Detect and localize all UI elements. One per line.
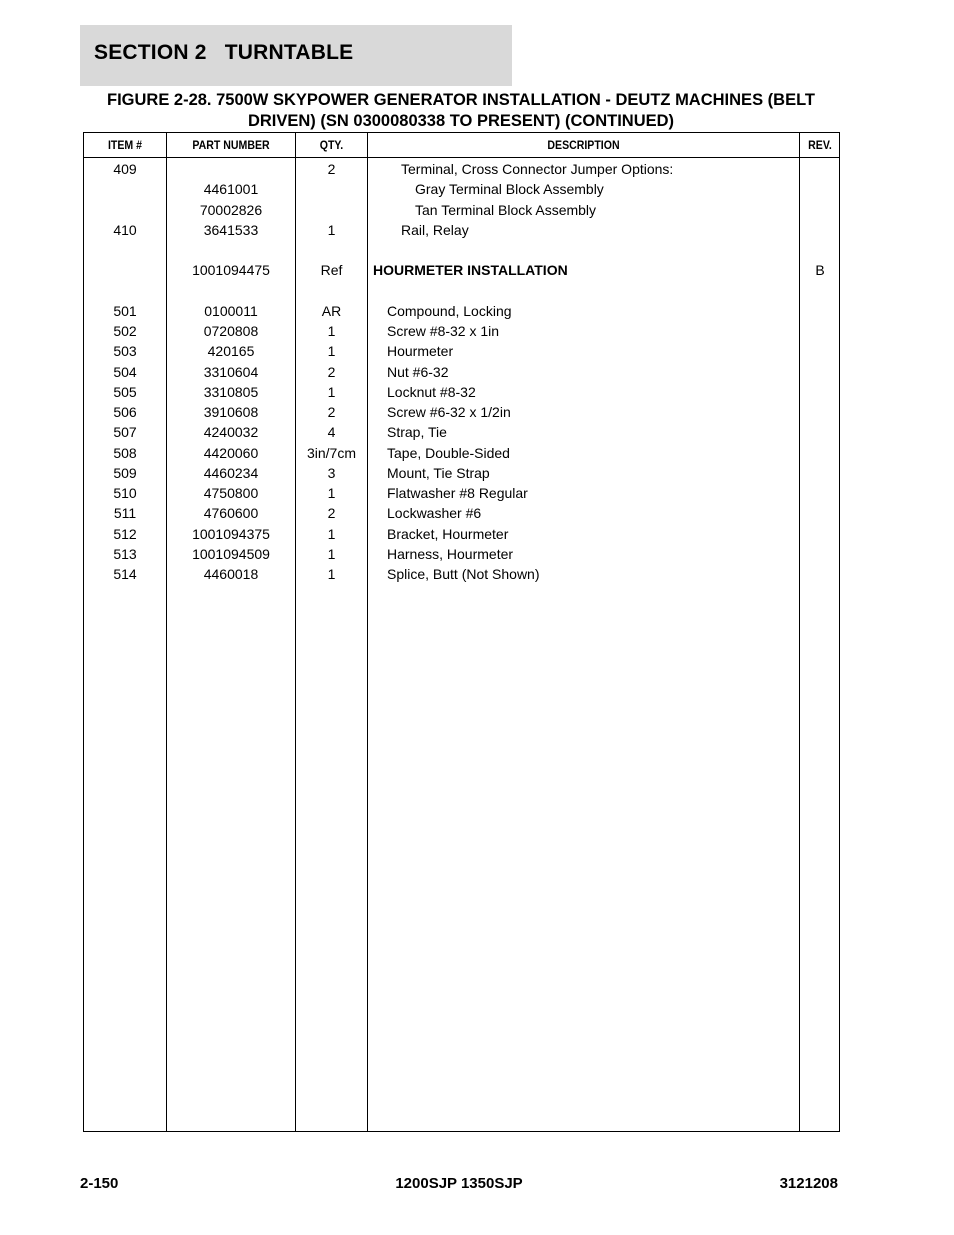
quantity-cell: 3in/7cm <box>306 444 357 461</box>
part-number-cell: 0720808 <box>203 323 259 339</box>
header-divider <box>84 157 839 158</box>
description-cell: Harness, Hourmeter <box>387 545 514 562</box>
item-number-cell: 514 <box>113 566 137 582</box>
page-number: 2-150 <box>80 1175 119 1192</box>
quantity-cell: 2 <box>327 404 336 420</box>
quantity-cell: 3 <box>327 464 336 481</box>
section-header <box>80 25 512 86</box>
table-row <box>84 362 839 382</box>
part-number-cell: 3310604 <box>203 363 259 380</box>
description-cell: Mount, Tie Strap <box>387 464 490 481</box>
table-row <box>84 321 839 341</box>
figure-title-line-2: DRIVEN) (SN 0300080338 TO PRESENT) (CONTINUED) <box>247 112 675 130</box>
description-cell: Tan Terminal Block Assembly <box>415 201 597 218</box>
table-row <box>84 200 839 220</box>
part-number-cell: 4461001 <box>203 181 259 198</box>
description-cell: Screw #8-32 x 1in <box>387 323 500 339</box>
model-number: 1200SJP 1350SJP <box>395 1175 523 1192</box>
quantity-cell: 1 <box>327 525 336 542</box>
table-row <box>84 443 839 463</box>
part-number-cell: 3910608 <box>203 404 259 420</box>
header-rev: REV. <box>808 138 832 152</box>
quantity-cell: AR <box>321 302 342 319</box>
description-cell: Hourmeter <box>387 343 454 360</box>
table-row <box>84 240 839 260</box>
item-number-cell: 508 <box>113 444 137 461</box>
table-row <box>84 179 839 199</box>
part-number-cell: 3310805 <box>203 383 259 400</box>
table-row <box>84 483 839 503</box>
table-row <box>84 564 839 584</box>
description-cell: HOURMETER INSTALLATION <box>373 262 568 279</box>
quantity-cell: 2 <box>327 161 336 177</box>
quantity-cell: 2 <box>327 505 336 522</box>
table-row <box>84 503 839 523</box>
quantity-cell: 1 <box>327 545 336 562</box>
description-cell: Rail, Relay <box>401 221 469 238</box>
table-body <box>84 159 839 584</box>
item-number-cell: 501 <box>113 302 137 319</box>
description-cell: Nut #6-32 <box>387 363 449 380</box>
part-number-cell: 4420060 <box>203 444 259 461</box>
revision-cell: B <box>815 262 825 279</box>
table-row <box>84 402 839 422</box>
figure-title <box>80 90 842 132</box>
table-row <box>84 422 839 442</box>
description-cell: Bracket, Hourmeter <box>387 525 509 542</box>
part-number-cell: 4750800 <box>203 485 259 501</box>
table-row <box>84 281 839 301</box>
table-row <box>84 159 839 179</box>
part-number-cell: 0100011 <box>204 302 258 319</box>
item-number-cell: 505 <box>113 383 137 400</box>
quantity-cell: 1 <box>327 383 336 400</box>
description-cell: Splice, Butt (Not Shown) <box>387 566 540 582</box>
item-number-cell: 509 <box>113 464 137 481</box>
table-row <box>84 544 839 564</box>
figure-title-line-1: FIGURE 2-28. 7500W SKYPOWER GENERATOR INSTALLATION - DEUTZ MACHINES (BELT <box>106 91 816 109</box>
table-row <box>84 260 839 280</box>
description-cell: Strap, Tie <box>387 424 447 441</box>
part-number-cell: 1001094509 <box>192 545 270 562</box>
description-cell: Compound, Locking <box>387 302 512 319</box>
part-number-cell: 4460234 <box>203 464 259 481</box>
header-item: ITEM # <box>107 138 143 152</box>
table-row <box>84 524 839 544</box>
part-number-cell: 70002826 <box>199 201 263 218</box>
description-cell: Tape, Double-Sided <box>387 444 510 461</box>
quantity-cell: 1 <box>327 323 336 339</box>
table-row <box>84 382 839 402</box>
part-number-cell: 4460018 <box>203 566 259 582</box>
table-row <box>84 301 839 321</box>
page-footer <box>80 1175 838 1195</box>
quantity-cell: Ref <box>320 262 343 279</box>
part-number-cell: 1001094375 <box>192 525 270 542</box>
item-number-cell: 504 <box>113 363 137 380</box>
item-number-cell: 513 <box>113 545 137 562</box>
item-number-cell: 512 <box>113 525 137 542</box>
description-cell: Terminal, Cross Connector Jumper Options: <box>401 161 674 177</box>
quantity-cell: 1 <box>327 485 336 501</box>
quantity-cell: 2 <box>327 363 336 380</box>
item-number-cell: 511 <box>113 505 137 522</box>
table-row <box>84 463 839 483</box>
item-number-cell: 502 <box>113 323 137 339</box>
description-cell: Lockwasher #6 <box>387 505 482 522</box>
header-description: DESCRIPTION <box>547 138 620 152</box>
item-number-cell: 507 <box>113 424 137 441</box>
header-part-number: PART NUMBER <box>192 138 270 152</box>
quantity-cell: 4 <box>327 424 336 441</box>
description-cell: Flatwasher #8 Regular <box>387 485 528 501</box>
item-number-cell: 409 <box>113 161 137 177</box>
section-title: SECTION 2 TURNTABLE <box>94 41 354 64</box>
part-number-cell: 4760600 <box>203 505 259 522</box>
description-cell: Screw #6-32 x 1/2in <box>387 404 511 420</box>
item-number-cell: 410 <box>113 221 137 238</box>
parts-table <box>83 132 840 1132</box>
part-number-cell: 420165 <box>207 343 255 360</box>
description-cell: Gray Terminal Block Assembly <box>415 181 604 198</box>
item-number-cell: 506 <box>113 404 137 420</box>
quantity-cell: 1 <box>327 343 336 360</box>
item-number-cell: 503 <box>113 343 137 360</box>
part-number-cell: 3641533 <box>203 221 259 238</box>
quantity-cell: 1 <box>327 221 336 238</box>
part-number-cell: 1001094475 <box>192 262 270 279</box>
item-number-cell: 510 <box>113 485 137 501</box>
part-number-cell: 4240032 <box>203 424 259 441</box>
header-qty: QTY. <box>319 138 344 152</box>
table-row <box>84 341 839 361</box>
table-row <box>84 220 839 240</box>
description-cell: Locknut #8-32 <box>387 383 476 400</box>
quantity-cell: 1 <box>327 566 336 582</box>
document-number: 3121208 <box>779 1175 838 1192</box>
